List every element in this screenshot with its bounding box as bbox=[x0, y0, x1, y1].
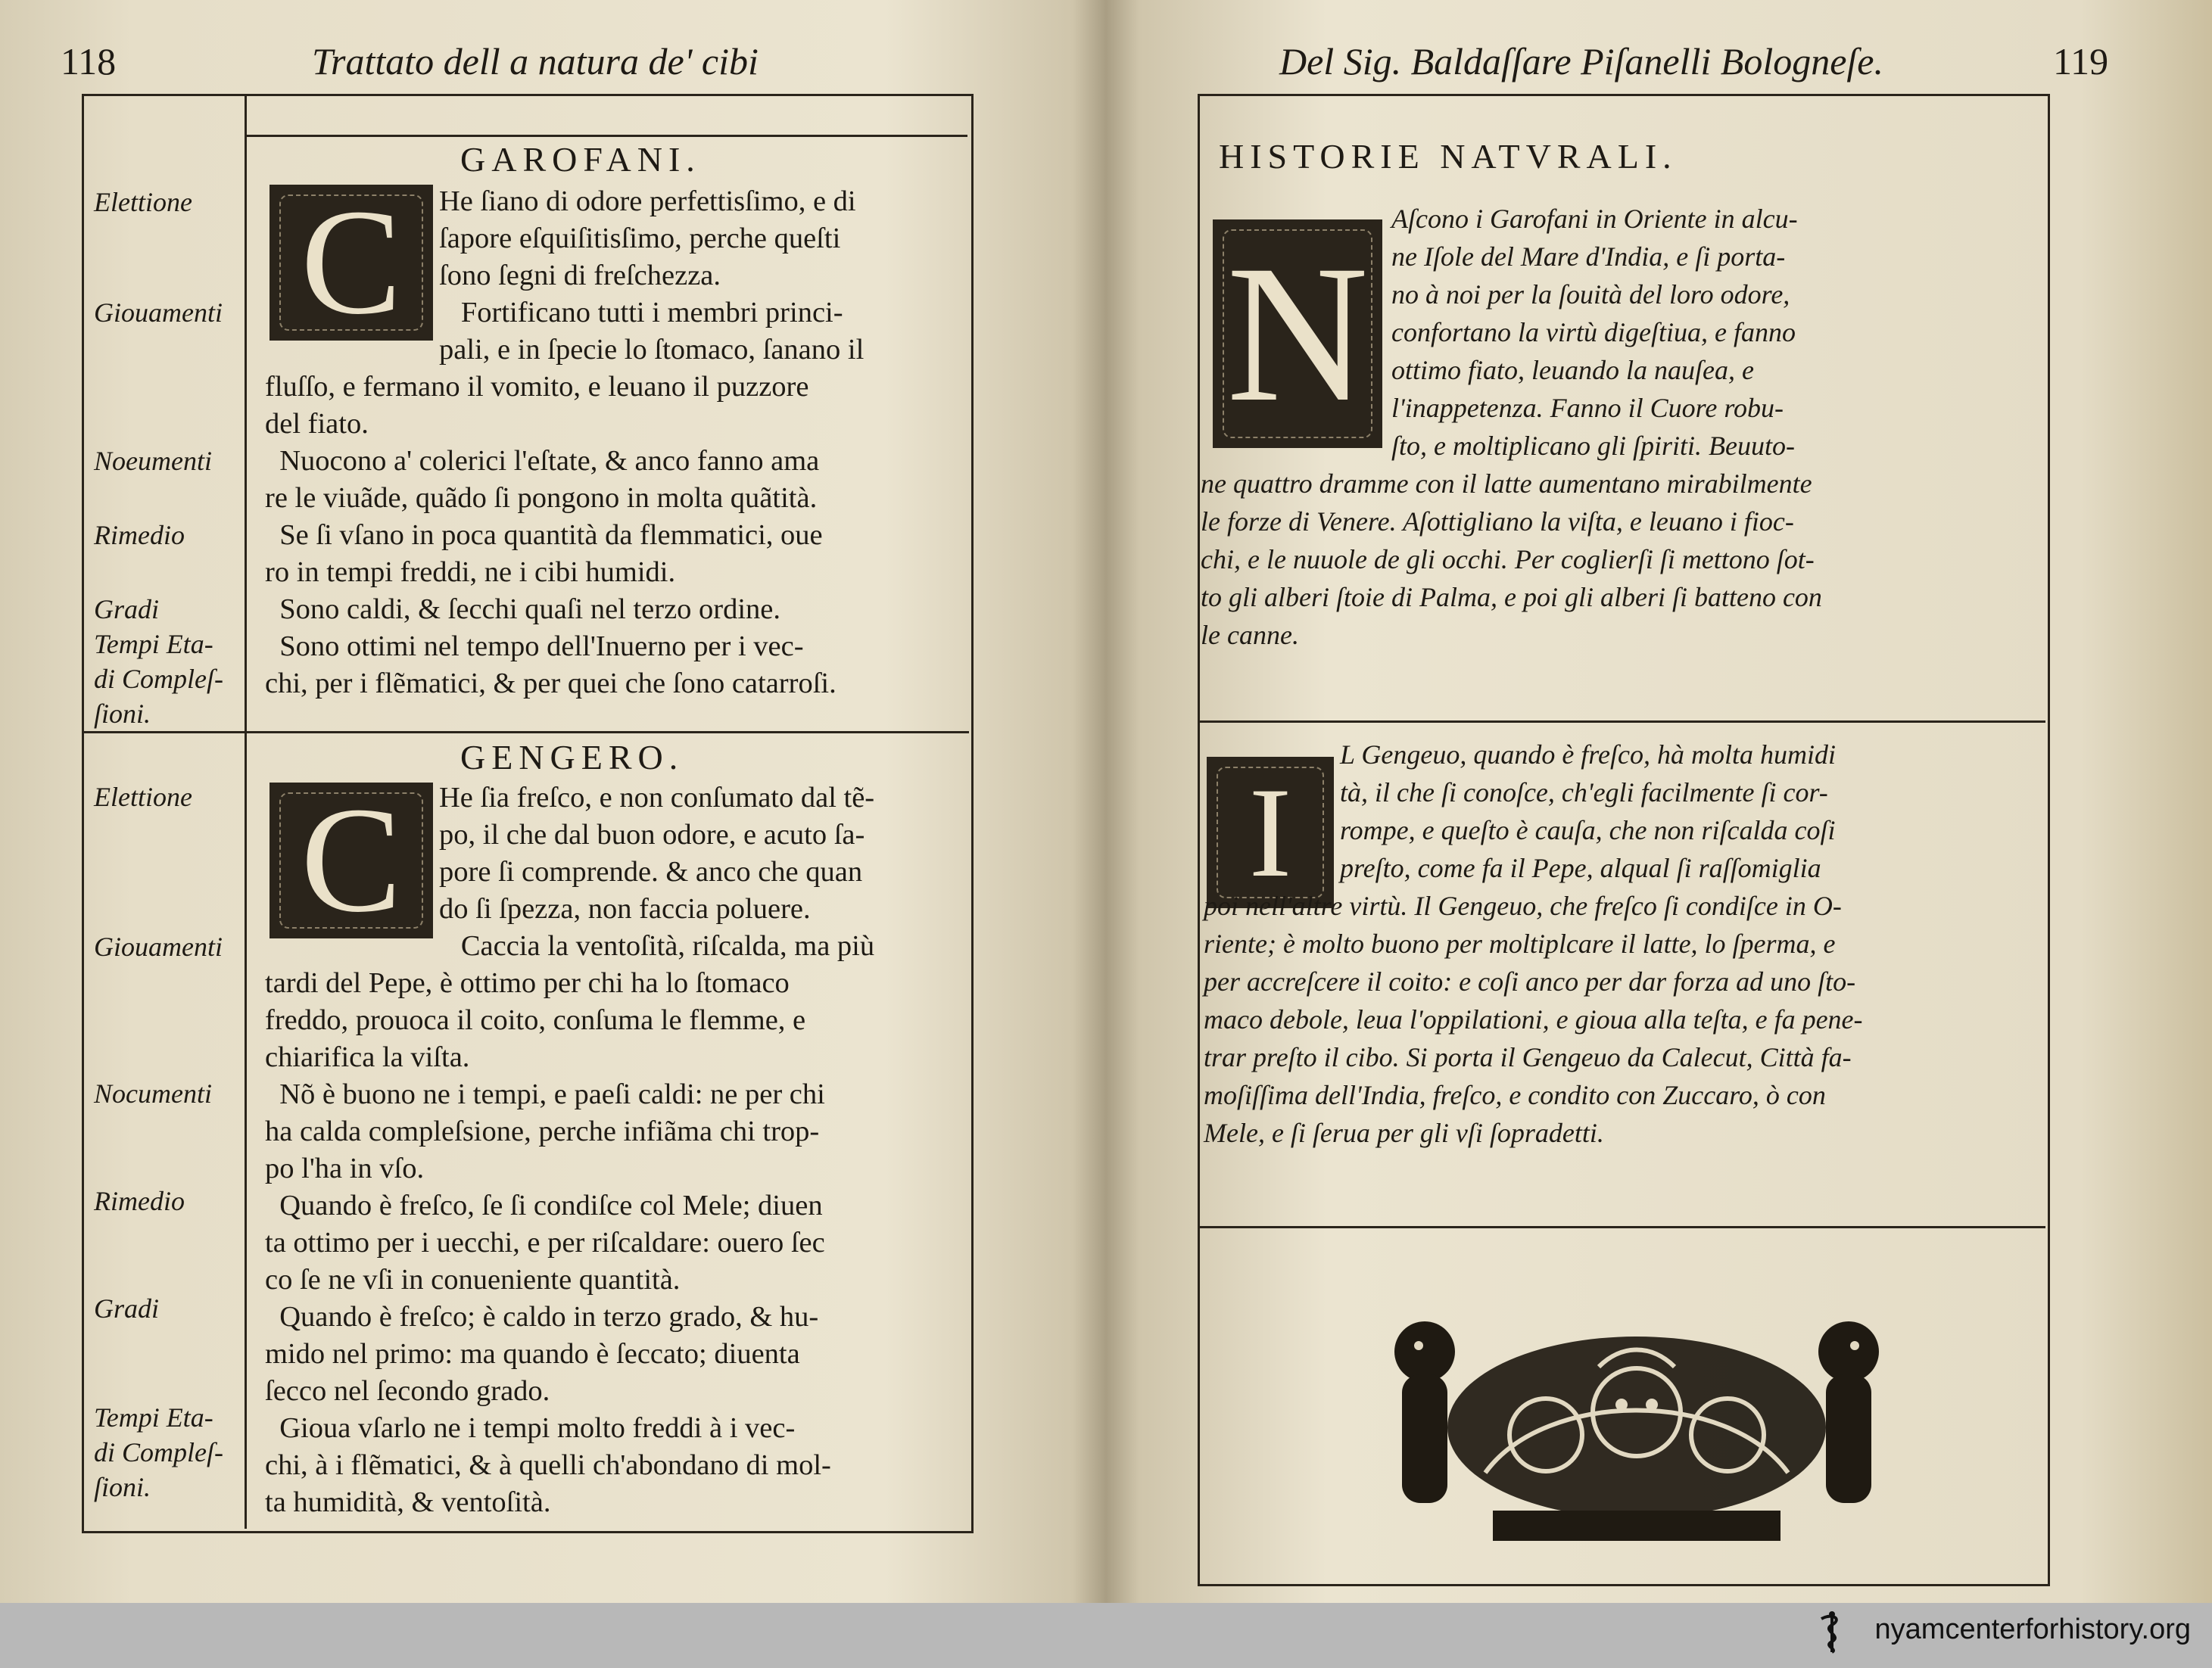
text-line: chi, per i flẽmatici, & per quei che ſono catarroſi. bbox=[265, 668, 837, 699]
text-line: ſono ſegni di freſchezza. bbox=[439, 260, 721, 291]
text-line: ta humidità, & ventoſità. bbox=[265, 1486, 551, 1518]
text-line: ro in tempi freddi, ne i cibi humidi. bbox=[265, 556, 676, 588]
text-line: chiarifica la viſta. bbox=[265, 1041, 470, 1073]
text-line: Fortificano tutti i membri princi- bbox=[439, 297, 843, 328]
margin-rule bbox=[245, 94, 247, 1529]
margin-label: Giouamenti bbox=[94, 297, 223, 328]
text-line: per accreſcere il coito: e coſi anco per dar forza ad uno ſto- bbox=[1204, 966, 1856, 997]
text-line: rompe, e queſto è cauſa, che non riſcalda coſi bbox=[1340, 815, 1836, 845]
decorated-initial bbox=[1207, 757, 1334, 908]
text-line: tardi del Pepe, è ottimo per chi ha lo ſtomaco bbox=[265, 967, 790, 999]
margin-label: Giouamenti bbox=[94, 932, 223, 962]
text-line: ſapore eſquiſitisſimo, perche queſti bbox=[439, 223, 841, 254]
text-line: del fiato. bbox=[265, 408, 369, 440]
initial-letter: N bbox=[1226, 225, 1369, 443]
section-heading: GENGERO. bbox=[460, 738, 684, 776]
text-line: co ſe ne vſi in conueniente quantità. bbox=[265, 1264, 681, 1296]
text-line: re le viuãde, quãdo ſi pongono in molta quãtità. bbox=[265, 482, 818, 514]
text-line: He ſia freſco, e non conſumato dal tẽ- bbox=[439, 782, 875, 814]
text-line: to gli alberi ſtoie di Palma, e poi gli alberi ſi batteno con bbox=[1201, 582, 1822, 612]
text-line: ne quattro dramme con il latte aumentano mirabilmente bbox=[1201, 468, 1812, 499]
running-head: Del Sig. Baldaſſare Piſanelli Bologneſe. bbox=[1279, 40, 1883, 82]
text-line: ſto, e moltiplicano gli ſpiriti. Beuuto- bbox=[1391, 431, 1795, 461]
initial-letter: I bbox=[1248, 761, 1292, 904]
section-divider bbox=[1198, 720, 2045, 723]
text-line: ha calda compleſsione, perche infiãma chi trop- bbox=[265, 1116, 820, 1147]
section-text-body bbox=[265, 369, 837, 702]
margin-label: Noeumenti bbox=[94, 446, 212, 476]
text-line: pore ſi comprende. & anco che quan bbox=[439, 856, 863, 888]
margin-label: di Compleſ- bbox=[94, 1437, 223, 1467]
section-heading: GAROFANI. bbox=[460, 140, 701, 179]
section-text-body bbox=[265, 965, 831, 1521]
initial-letter: C bbox=[301, 783, 402, 938]
decorated-initial bbox=[1213, 219, 1382, 448]
margin-label: Nocumenti bbox=[94, 1078, 212, 1109]
section-divider bbox=[82, 731, 969, 733]
text-line: Se ſi vſano in poca quantità da flemmatici, oue bbox=[265, 519, 823, 551]
text-line: Quando è freſco; è caldo in terzo grado, & hu- bbox=[265, 1301, 819, 1333]
margin-label: Tempi Eta- bbox=[94, 1402, 213, 1433]
text-line: po l'ha in vſo. bbox=[265, 1153, 425, 1184]
text-line: Quando è freſco, ſe ſi condiſce col Mele; diuen bbox=[265, 1190, 823, 1221]
text-line: mido nel primo: ma quando è ſeccato; diuenta bbox=[265, 1338, 800, 1370]
text-line: Nuocono a' colerici l'eſtate, & anco fanno ama bbox=[265, 445, 820, 477]
text-line: no à noi per la ſouità del loro odore, bbox=[1391, 279, 1790, 310]
text-line: do ſi ſpezza, non faccia poluere. bbox=[439, 893, 811, 925]
text-line: preſto, come fa il Pepe, alqual ſi raſſomiglia bbox=[1340, 853, 1821, 883]
initial-letter: C bbox=[301, 185, 402, 341]
margin-label: Elettione bbox=[94, 782, 192, 812]
margin-label: ſioni. bbox=[94, 1472, 151, 1502]
text-line: trar preſto il cibo. Si porta il Gengeuo da Calecut, Città fa- bbox=[1204, 1042, 1852, 1072]
text-line: riente; è molto buono per moltiplcare il latte, lo ſperma, e bbox=[1204, 929, 1836, 959]
caduceus-icon bbox=[1815, 1610, 1849, 1654]
paragraph-opening bbox=[1340, 736, 1836, 887]
text-line: ſecco nel ſecondo grado. bbox=[265, 1375, 550, 1407]
text-line: ottimo fiato, leuando la nauſea, e bbox=[1391, 355, 1754, 385]
text-line: freddo, prouoca il coito, conſuma le flemme, e bbox=[265, 1004, 806, 1036]
text-line: Caccia la ventoſità, riſcalda, ma più bbox=[439, 930, 875, 962]
text-line: le forze di Venere. Aſottigliano la viſta, e leuano i fioc- bbox=[1201, 506, 1794, 537]
decorated-initial bbox=[269, 783, 433, 938]
right-page bbox=[1107, 0, 2212, 1603]
text-line: Sono caldi, & ſecchi quaſi nel terzo ordine. bbox=[265, 593, 781, 625]
margin-label: Rimedio bbox=[94, 1186, 185, 1216]
top-rule bbox=[245, 135, 967, 137]
margin-label: ſioni. bbox=[94, 699, 151, 729]
text-line: po, il che dal buon odore, e acuto ſa- bbox=[439, 819, 865, 851]
text-line: tà, il che ſi conoſce, ch'egli facilmente ſi cor- bbox=[1340, 777, 1828, 808]
page-number: 119 bbox=[2053, 40, 2109, 82]
page-number: 118 bbox=[61, 40, 117, 82]
margin-label: Elettione bbox=[94, 187, 192, 217]
text-line: ta ottimo per i uecchi, e per riſcaldare: ouero ſec bbox=[265, 1227, 825, 1259]
text-line: chi, e le nuuole de gli occhi. Per coglierſi ſi mettono ſot- bbox=[1201, 544, 1815, 574]
text-line: maco debole, leua l'oppilationi, e gioua alla teſta, e fa pene- bbox=[1204, 1004, 1863, 1035]
margin-label: Rimedio bbox=[94, 520, 185, 550]
section-text-opening bbox=[439, 183, 864, 369]
text-line: le canne. bbox=[1201, 620, 1299, 650]
margin-label: di Compleſ- bbox=[94, 664, 223, 694]
source-credit[interactable]: nyamcenterforhistory.org bbox=[1874, 1614, 2191, 1645]
text-line: confortano la virtù digeſtiua, e fanno bbox=[1391, 317, 1796, 347]
text-line: L Gengeuo, quando è freſco, hà molta humidi bbox=[1340, 739, 1836, 770]
text-line: Nõ è buono ne i tempi, e paeſi caldi: ne per chi bbox=[265, 1078, 825, 1110]
section-text-opening bbox=[439, 780, 874, 965]
left-page bbox=[0, 0, 1105, 1603]
section-divider bbox=[1198, 1226, 2045, 1228]
text-line: ne Iſole del Mare d'India, e ſi porta- bbox=[1391, 241, 1786, 272]
decorated-initial bbox=[269, 185, 433, 341]
paragraph-body bbox=[1201, 465, 1822, 654]
section-heading: HISTORIE NATVRALI. bbox=[1219, 137, 1678, 176]
paragraph-opening bbox=[1391, 200, 1798, 465]
text-line: fluſſo, e fermano il vomito, e leuano il puzzore bbox=[265, 371, 809, 403]
text-line: l'inappetenza. Fanno il Cuore robu- bbox=[1391, 393, 1784, 423]
text-line: Sono ottimi nel tempo dell'Inuerno per i vec- bbox=[265, 630, 804, 662]
margin-label: Gradi bbox=[94, 1293, 160, 1324]
paragraph-body bbox=[1204, 887, 1863, 1152]
text-line: He ſiano di odore perfettisſimo, e di bbox=[439, 185, 856, 217]
text-line: Mele, e ſi ſerua per gli vſi ſopradetti. bbox=[1204, 1118, 1604, 1148]
margin-label: Tempi Eta- bbox=[94, 629, 213, 659]
text-line: moſiſſima dell'India, freſco, e condito con Zuccaro, ò con bbox=[1204, 1080, 1826, 1110]
running-head: Trattato dell a natura de' cibi bbox=[312, 40, 759, 82]
margin-label: Gradi bbox=[94, 594, 160, 624]
text-line: pali, e in ſpecie lo ſtomaco, ſanano il bbox=[439, 334, 865, 366]
text-line: poi nell'altre virtù. Il Gengeuo, che freſco ſi condiſce in O- bbox=[1204, 891, 1842, 921]
text-line: chi, à i flẽmatici, & à quelli ch'abondano di mol- bbox=[265, 1449, 831, 1481]
woodcut-ornament bbox=[1372, 1299, 1902, 1548]
text-line: Aſcono i Garofani in Oriente in alcu- bbox=[1391, 204, 1798, 234]
text-line: Gioua vſarlo ne i tempi molto freddi à i vec- bbox=[265, 1412, 796, 1444]
